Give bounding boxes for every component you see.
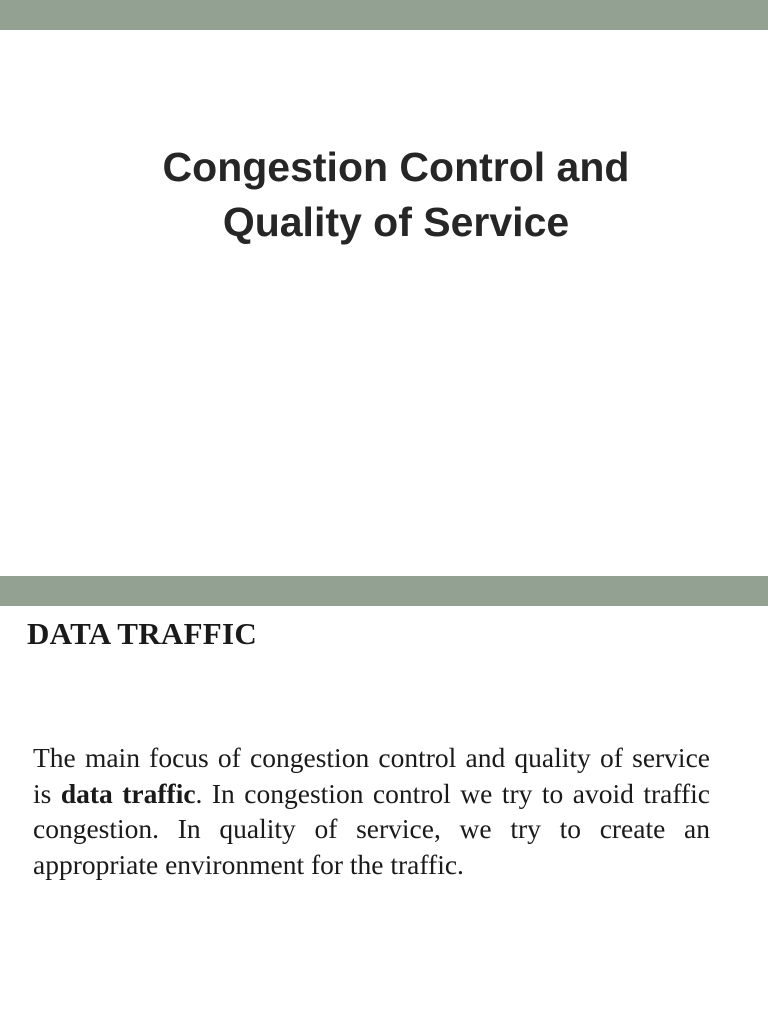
slide1-title-line2: Quality of Service xyxy=(222,199,570,245)
slide2-body-paragraph xyxy=(33,740,710,882)
slide2-header-band xyxy=(0,576,768,606)
body-text-bold: data traffic xyxy=(60,777,196,809)
slide2-heading: DATA TRAFFIC xyxy=(27,616,258,651)
body-text-part1: The main focus of congestion control and quality of service is xyxy=(33,742,710,809)
body-text-part2: . In congestion control we try to avoid traffic congestion. In quality of service, we try to create an appropriate environment for the traffic. xyxy=(33,777,710,880)
slide1-title-line1: Congestion Control and xyxy=(162,144,630,190)
slide1-header-band xyxy=(0,0,768,30)
slide1-title xyxy=(0,140,768,250)
